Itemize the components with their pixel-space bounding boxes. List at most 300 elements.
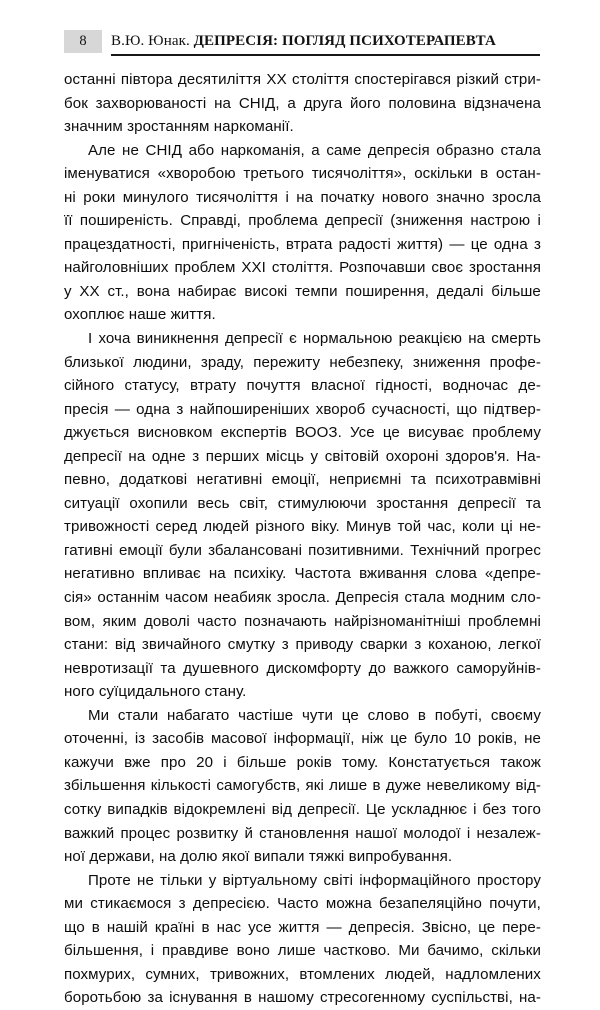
word: нормальною <box>303 330 393 348</box>
word: десятиліття <box>177 71 262 88</box>
word: доволі <box>144 612 190 630</box>
word: з <box>533 235 541 253</box>
word: це <box>390 730 408 748</box>
word: незалеж- <box>476 824 541 842</box>
text-line <box>64 374 541 398</box>
word: віку. <box>311 518 340 536</box>
word: людей, <box>384 965 436 983</box>
word: півтора <box>120 71 173 88</box>
word: бачимо, <box>427 942 484 960</box>
text-line <box>64 539 541 563</box>
word: з <box>176 400 184 418</box>
word: похмурих, <box>64 965 136 983</box>
running-head-text <box>111 31 540 52</box>
word: психіку. <box>233 565 287 583</box>
word: прогрес <box>485 541 541 559</box>
word: перших <box>205 447 260 465</box>
word: в <box>480 165 489 183</box>
text-line: значним зростанням наркоманії. <box>64 118 294 136</box>
word: тільки <box>160 871 203 889</box>
word: що <box>64 918 85 936</box>
word: втомлених <box>299 965 375 983</box>
word: з <box>192 447 200 465</box>
word: поширеність. <box>79 212 173 230</box>
text-line <box>64 515 541 539</box>
word: від <box>114 636 136 654</box>
word: охопили <box>129 494 188 512</box>
word: XX <box>79 282 100 300</box>
word: статусу, <box>124 377 180 395</box>
word: з <box>281 636 289 654</box>
word: нас <box>216 918 242 936</box>
word: Проте <box>88 871 131 889</box>
text-line <box>64 963 541 987</box>
word: високі <box>244 282 288 300</box>
word: Але <box>88 141 116 159</box>
word: неприємні <box>329 471 402 489</box>
word: відзначена <box>463 94 541 112</box>
word: проблемні <box>468 612 541 630</box>
word: оточенні, <box>64 730 129 748</box>
word: розвитку <box>176 824 239 842</box>
word: це <box>478 918 496 936</box>
word: без <box>482 800 507 818</box>
word: інформаційного <box>359 871 471 889</box>
word: вже <box>124 753 151 771</box>
word: час, <box>427 518 456 536</box>
word: зростання <box>376 494 449 512</box>
word: ні <box>64 188 76 206</box>
text-line <box>64 633 541 657</box>
word: водночас <box>442 377 509 395</box>
word: засобів <box>152 730 205 748</box>
word: не <box>524 730 541 748</box>
word: саме <box>326 141 362 159</box>
word: темпи <box>295 282 338 300</box>
word: набагато <box>166 706 230 724</box>
word: існування <box>169 989 238 1007</box>
word: зросла. <box>276 589 331 607</box>
word: життя) <box>397 235 444 253</box>
word: настрою <box>470 212 531 230</box>
word: частково. <box>323 942 391 960</box>
word: випадків <box>107 800 168 818</box>
word: не <box>137 871 154 889</box>
word: стикаємося <box>90 895 172 913</box>
page-number-box <box>64 30 102 53</box>
text-line <box>64 892 541 916</box>
paragraph <box>64 68 541 139</box>
word: Справді, <box>180 212 241 230</box>
word: побуті, <box>434 706 483 724</box>
word: депресії <box>325 212 383 230</box>
word: ситуації <box>64 494 120 512</box>
word: найголовніших <box>64 259 169 277</box>
word: від <box>271 800 292 818</box>
word: значно <box>436 188 485 206</box>
word: хоча <box>98 330 131 348</box>
word: бок <box>64 94 88 112</box>
word: кількості <box>150 777 212 795</box>
word: початку <box>320 188 375 206</box>
word: із <box>134 730 146 748</box>
text-line <box>64 751 541 775</box>
word: слово <box>367 706 410 724</box>
word: здоров'я. <box>445 447 510 465</box>
word: саморуйнів- <box>456 659 541 677</box>
word: серед <box>155 518 198 536</box>
word: місць <box>265 447 305 465</box>
word: хвороб <box>315 400 366 418</box>
word: воно <box>236 942 270 960</box>
word: століття. <box>271 259 334 277</box>
word: в <box>201 918 210 936</box>
text-line: охоплює наше життя. <box>64 306 216 324</box>
word: СНІД <box>145 141 183 159</box>
word: стри- <box>504 71 541 88</box>
word: його <box>350 94 381 112</box>
word: дискомфорту <box>266 659 362 677</box>
word: легкої <box>498 636 541 654</box>
word: самогубств, <box>216 777 301 795</box>
word: на- <box>519 989 541 1007</box>
word: той <box>397 518 422 536</box>
word: світовій <box>324 447 380 465</box>
word: важкий <box>64 824 115 842</box>
word: — <box>449 235 465 253</box>
word: зраду, <box>200 353 245 371</box>
text-line <box>64 398 541 422</box>
word: її <box>64 212 73 230</box>
word: в <box>243 989 252 1007</box>
text-line <box>64 869 541 893</box>
text-line <box>64 186 541 210</box>
word: зросла <box>492 188 541 206</box>
text-line <box>64 280 541 304</box>
word: в <box>91 918 100 936</box>
word: були <box>168 541 202 559</box>
text-line <box>64 916 541 940</box>
word: це <box>341 706 359 724</box>
word: СНІД, <box>238 94 280 112</box>
word: й <box>244 824 253 842</box>
text-line <box>64 92 541 116</box>
word: більше <box>236 753 287 771</box>
word: яким <box>102 612 137 630</box>
word: життя <box>278 918 320 936</box>
word: різного <box>255 518 305 536</box>
word: і <box>150 942 155 960</box>
word: тисячоліття <box>196 188 279 206</box>
text-line <box>64 492 541 516</box>
word: різкий <box>456 71 499 88</box>
text-line <box>64 68 541 92</box>
text-line: ної держави, на долю якої випали тяжкі випробування. <box>64 848 453 866</box>
word: стресогенному <box>320 989 426 1007</box>
word: одне <box>151 447 186 465</box>
word: Частота <box>294 565 352 583</box>
word: втрату <box>190 377 237 395</box>
word: і <box>223 753 227 771</box>
word: не <box>122 141 139 159</box>
word: працездатності, <box>64 235 176 253</box>
word: тривожних, <box>209 965 290 983</box>
word: і <box>473 800 477 818</box>
word: джується <box>64 424 130 442</box>
word: часто <box>197 612 237 630</box>
word: Минув <box>345 518 392 536</box>
text-line <box>64 327 541 351</box>
word: невеликому <box>426 777 511 795</box>
word: впливає <box>142 565 201 583</box>
word: пере- <box>502 918 541 936</box>
word: спостерігався <box>354 71 452 88</box>
word: Розпочавши <box>339 259 426 277</box>
word: безапеляційно <box>378 895 482 913</box>
word: 10 <box>454 730 472 748</box>
word: неабияк <box>213 589 272 607</box>
word: процес <box>120 824 171 842</box>
text-line <box>64 986 541 1010</box>
word: своє <box>431 259 464 277</box>
word: чути <box>301 706 334 724</box>
word: остан- <box>496 165 541 183</box>
text-line <box>64 774 541 798</box>
word: одна <box>136 400 171 418</box>
word: сучасності, <box>371 400 451 418</box>
word: невротизації <box>64 659 153 677</box>
word: усе <box>248 918 272 936</box>
word: депресія. <box>348 918 415 936</box>
word: Технічний <box>410 541 480 559</box>
word: країні <box>154 918 195 936</box>
word: депресії <box>64 447 122 465</box>
text-line <box>64 256 541 280</box>
word: нового <box>381 188 429 206</box>
word: вона <box>136 282 170 300</box>
word: за <box>147 989 163 1007</box>
word: емоції <box>118 541 163 559</box>
word: віртуальному <box>222 871 318 889</box>
text-line: ного суїцидального стану. <box>64 683 247 701</box>
word: нашій <box>106 918 148 936</box>
word: ці <box>500 518 513 536</box>
word: найпоширеніших <box>189 400 310 418</box>
word: або <box>188 141 215 159</box>
page-number: 8 <box>79 33 87 50</box>
word: тисячоліття», <box>311 165 407 183</box>
word: в <box>417 706 426 724</box>
word: було <box>414 730 448 748</box>
word: ми <box>64 895 83 913</box>
word: боротьбою <box>64 989 142 1007</box>
word: образно <box>436 141 495 159</box>
word: це <box>382 424 400 442</box>
word: депресією. <box>192 895 270 913</box>
word: людей <box>203 518 250 536</box>
word: половина <box>388 94 456 112</box>
word: гативні <box>64 541 113 559</box>
word: стала <box>500 141 541 159</box>
word: захворюваності <box>95 94 207 112</box>
text-line <box>64 798 541 822</box>
word: також <box>500 753 541 771</box>
word: найрізноманітніші <box>334 612 461 630</box>
word: позначають <box>244 612 327 630</box>
paragraph <box>64 327 541 704</box>
word: звичайного <box>141 636 222 654</box>
word: близької <box>64 353 124 371</box>
word: третього <box>243 165 304 183</box>
word: років <box>296 753 332 771</box>
word: нашому <box>258 989 314 1007</box>
word: Ми <box>398 942 420 960</box>
word: депресія <box>367 141 430 159</box>
word: дедалі <box>436 282 484 300</box>
word: є <box>289 330 297 348</box>
text-line <box>64 233 541 257</box>
word: правдиве <box>161 942 229 960</box>
word: світі <box>323 871 354 889</box>
word: на <box>468 330 486 348</box>
word: кажучи <box>64 753 114 771</box>
word: виникнення <box>136 330 219 348</box>
word: вживання <box>359 565 428 583</box>
text-line <box>64 445 541 469</box>
word: проблем <box>174 259 236 277</box>
word: в <box>372 777 381 795</box>
word: ніж <box>361 730 384 748</box>
word: та <box>410 471 426 489</box>
word: на <box>214 94 232 112</box>
word: інформації, <box>273 730 355 748</box>
word: збалансовані <box>208 541 303 559</box>
word: експертів <box>220 424 287 442</box>
word: з <box>414 636 422 654</box>
word: своєму <box>490 706 541 724</box>
word: становлення <box>259 824 350 842</box>
word: гідності, <box>375 377 433 395</box>
word: XX <box>266 71 287 88</box>
word: на <box>128 447 146 465</box>
word: нашої <box>355 824 398 842</box>
word: що <box>456 400 478 418</box>
word: дуже <box>385 777 422 795</box>
word: лише <box>329 777 368 795</box>
word: зниження <box>412 353 481 371</box>
word: часом <box>165 589 209 607</box>
word: і <box>285 188 289 206</box>
word: та <box>525 494 541 512</box>
word: сотку <box>64 800 102 818</box>
text-line <box>64 822 541 846</box>
text-line <box>64 162 541 186</box>
word: останні <box>64 71 116 88</box>
word: сло- <box>510 589 541 607</box>
running-head-title: ДЕПРЕСІЯ: ПОГЛЯД ПСИХОТЕРАПЕВТА <box>193 33 496 49</box>
word: частіше <box>238 706 294 724</box>
word: почуття <box>246 377 301 395</box>
text-line <box>64 468 541 492</box>
word: поширення, <box>345 282 430 300</box>
word: власної <box>311 377 365 395</box>
word: коли <box>462 518 495 536</box>
word: — <box>114 400 130 418</box>
text-line <box>64 351 541 375</box>
word: модним <box>450 589 506 607</box>
word: а <box>287 94 296 112</box>
text-line <box>64 704 541 728</box>
word: стани: <box>64 636 109 654</box>
word: які <box>305 777 324 795</box>
word: стали <box>117 706 159 724</box>
word: а <box>311 141 320 159</box>
word: Ми <box>88 706 110 724</box>
word: смутку <box>227 636 276 654</box>
word: одна <box>493 235 528 253</box>
word: весь <box>197 494 230 512</box>
word: стала <box>404 589 445 607</box>
word: депресії <box>225 330 283 348</box>
word: на <box>296 188 314 206</box>
word: 20 <box>196 753 214 771</box>
word: друга <box>303 94 343 112</box>
word: Усе <box>349 424 375 442</box>
paragraph <box>64 704 541 869</box>
word: на <box>208 565 226 583</box>
word: і <box>466 824 471 842</box>
word: почути, <box>489 895 541 913</box>
running-head-rule <box>111 54 540 56</box>
word: роки <box>83 188 116 206</box>
word: наркоманія, <box>220 141 305 159</box>
word: втрата <box>285 235 333 253</box>
word: Часто <box>277 895 319 913</box>
word: охороні <box>385 447 439 465</box>
word: висуває <box>408 424 465 442</box>
word: депресії. <box>297 800 360 818</box>
word: зростання <box>469 259 541 277</box>
word: до <box>368 659 386 677</box>
word: людини, <box>133 353 192 371</box>
word: минулого <box>122 188 189 206</box>
text-line <box>64 610 541 634</box>
word: І <box>88 330 93 348</box>
word: лише <box>277 942 316 960</box>
word: «хворобою <box>157 165 236 183</box>
word: це <box>470 235 488 253</box>
running-head-author: В.Ю. Юнак. <box>111 33 190 49</box>
word: проблему <box>472 424 541 442</box>
word: тому. <box>341 753 379 771</box>
word: На- <box>516 447 541 465</box>
word: ускладнює <box>391 800 468 818</box>
word: де- <box>518 377 541 395</box>
word: додаткові <box>119 471 188 489</box>
word: радості <box>338 235 391 253</box>
word: важкого <box>393 659 450 677</box>
word: масової <box>210 730 267 748</box>
word: профе- <box>489 353 541 371</box>
word: можна <box>325 895 372 913</box>
word: Депресія <box>335 589 399 607</box>
word: років, <box>477 730 518 748</box>
text-line <box>64 727 541 751</box>
word: у <box>64 282 72 300</box>
text-line <box>64 939 541 963</box>
word: «депре- <box>484 565 541 583</box>
word: світ, <box>239 494 269 512</box>
